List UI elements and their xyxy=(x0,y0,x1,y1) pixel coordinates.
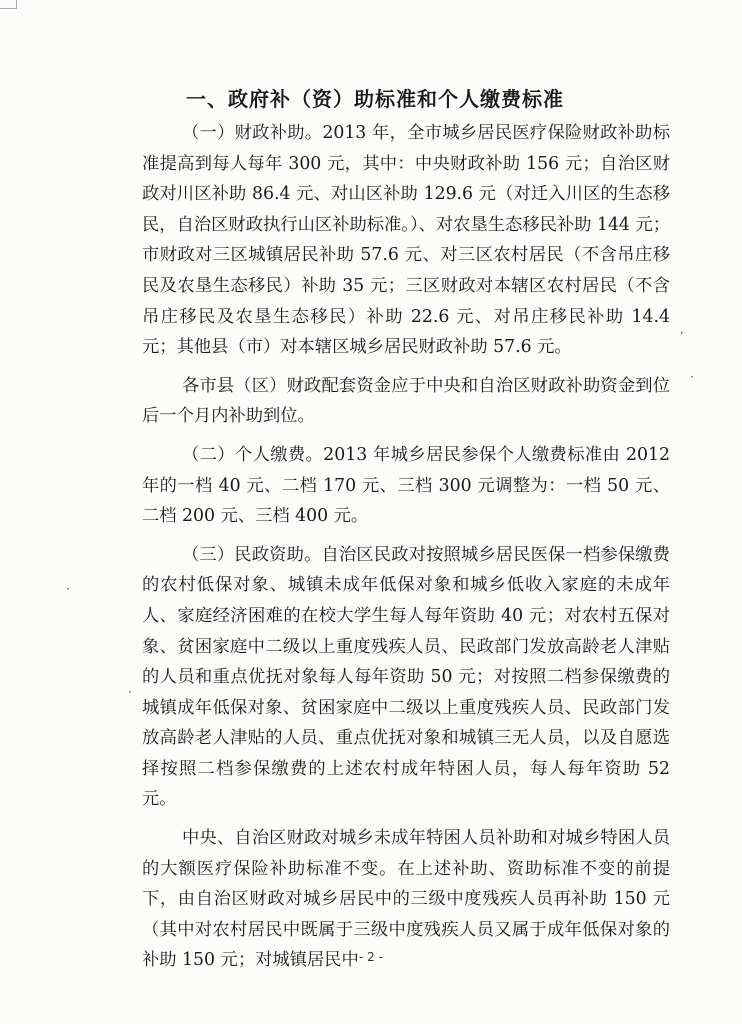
paragraph-civil-affairs-aid: （三）民政资助。自治区民政对按照城乡居民医保一档参保缴费的农村低保对象、城镇未成年低保对象和城乡低收入家庭的未成年人、家庭经济困难的在校大学生每人每年资助 40 元；对农村五保对象、贫困家庭中二级以上重度残疾人员、民政部门发放高龄老人津贴的人员和重点优抚对象每人每年资助 50 元；对按照二档参保缴费的城镇成年低保对象、贫困家庭中二级以上重度残疾人员、民政部门发放高龄老人津贴的人员、重点优抚对象和城镇三无人员，以及自愿选择按照二档参保缴费的上述农村成年特困人员，每人每年资助 52 元。 xyxy=(142,544,670,810)
scan-corner-mark xyxy=(0,0,17,9)
document-body xyxy=(142,84,670,984)
section-heading: 一、政府补（资）助标准和个人缴费标准 xyxy=(186,87,564,111)
scan-speck: · xyxy=(128,685,132,699)
page-number: - 2 - xyxy=(359,950,383,964)
paragraph-fiscal-subsidy: （一）财政补助。2013 年，全市城乡居民医疗保险财政补助标准提高到每人每年 300 元，其中：中央财政补助 156 元；自治区财政对川区补助 86.4 元、对山区补助 129.6 元（对迁入川区的生态移民，自治区财政执行山区补助标准。）、对农垦生态移民补助 144 元；市财政对三区城镇居民补助 57.6 元、对三区农村居民（不含吊庄移民及农垦生态移民）补助 35 元；三区财政对本辖区农村居民（不含吊庄移民及农垦生态移民）补助 22.6 元、对吊庄移民补助 14.4 元；其他县（市）对本辖区城乡居民财政补助 57.6 元。 xyxy=(142,123,670,358)
scan-speck: · xyxy=(66,582,70,596)
paragraph-individual-payment: （二）个人缴费。2013 年城乡居民参保个人缴费标准由 2012 年的一档 40 元、二档 170 元、三档 300 元调整为：一档 50 元、二档 200 元、三档 400 元。 xyxy=(142,444,670,527)
scan-speck: · xyxy=(690,370,694,384)
scan-speck: , xyxy=(680,322,684,336)
paragraph-central-subsidy: 中央、自治区财政对城乡未成年特困人员补助和对城乡特困人员的大额医疗保险补助标准不变。在上述补助、资助标准不变的前提下，由自治区财政对城乡居民中的三级中度残疾人员再补助 150 元（其中对农村居民中既属于三级中度残疾人员又属于成年低保对象的补助 150 元；对城镇居民中 xyxy=(142,828,670,971)
paragraph-matching-funds: 各市县（区）财政配套资金应于中央和自治区财政补助资金到位后一个月内补助到位。 xyxy=(142,375,670,427)
